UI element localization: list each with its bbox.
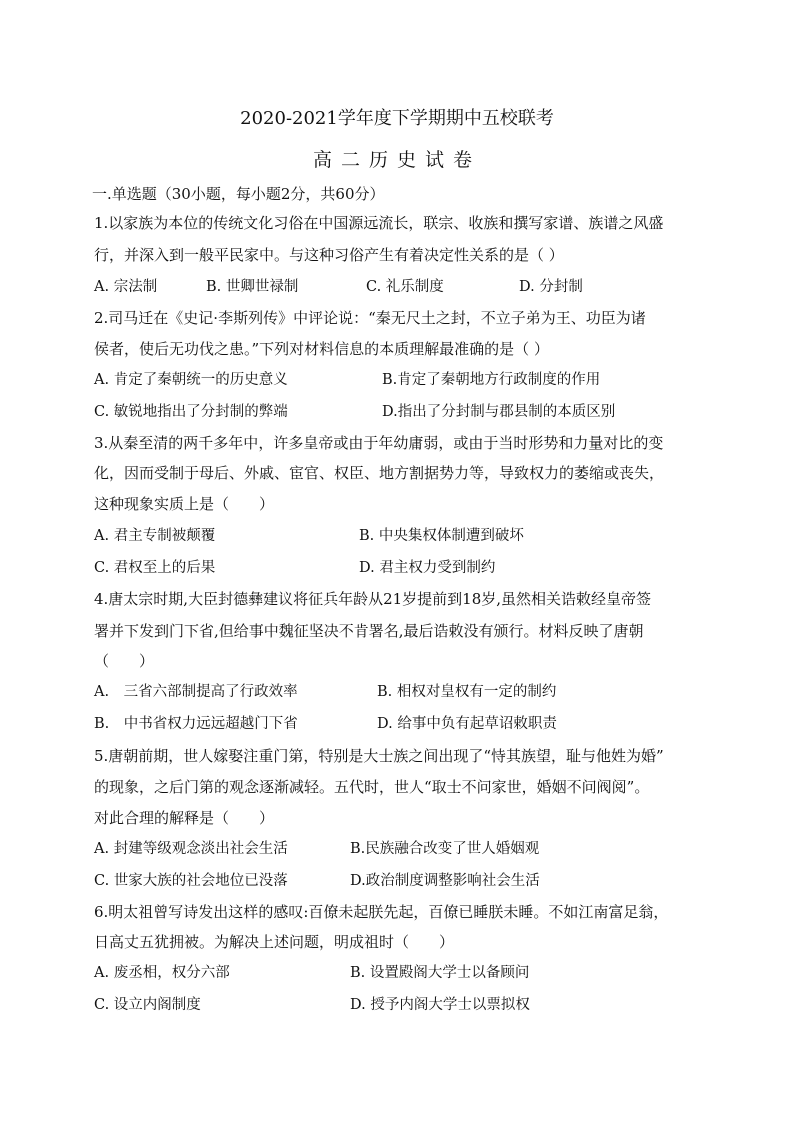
question-1-line-1: 1.以家族为本位的传统文化习俗在中国源远流长，联宗、收族和撰写家谱、族谱之风盛 [94,214,664,232]
question-2-option-a: A. 肯定了秦朝统一的历史意义 [94,372,288,388]
question-1-option-a: A. 宗法制 [94,279,158,295]
question-5-line-2: 的现象，之后门第的观念逐渐减轻。五代时，世人“取士不问家世，婚姻不问阀阅”。 [94,778,650,796]
question-6-line-2: 日高丈五犹拥被。为解决上述问题，明成祖时（ ） [94,933,455,951]
question-3-line-1: 3.从秦至清的两千多年中，许多皇帝或由于年幼庸弱，或由于当时形势和力量对比的变 [94,434,664,452]
question-6-line-1: 6.明太祖曾写诗发出这样的感叹:百僚未起朕先起，百僚已睡朕未睡。不如江南富足翁， [94,903,669,921]
section-heading: 一.单选题（30小题，每小题2分，共60分） [92,185,385,203]
question-4-line-1: 4.唐太宗时期,大臣封德彝建议将征兵年龄从21岁提前到18岁,虽然相关诰敕经皇帝签 [94,590,652,608]
question-5-option-a: A. 封建等级观念淡出社会生活 [94,841,288,857]
question-2-option-c: C. 敏锐地指出了分封制的弊端 [94,404,288,420]
question-6-option-b: B. 设置殿阁大学士以备顾问 [350,965,530,981]
question-4-line-3: （ ） [94,652,155,670]
question-5-option-d: D.政治制度调整影响社会生活 [350,873,540,889]
question-2-line-1: 2.司马迁在《史记·李斯列传》中评论说：“秦无尺土之封，不立子弟为王、功臣为诸 [94,309,646,327]
exam-title: 2020-2021学年度下学期期中五校联考 [240,108,554,129]
question-1-line-2: 行，并深入到一般平民家中。与这种习俗产生有着决定性关系的是（ ） [94,246,564,264]
question-6-option-a: A. 废丞相，权分六部 [94,965,230,981]
question-6-option-c: C. 设立内阁制度 [94,997,201,1013]
question-4-option-a: A. 三省六部制提高了行政效率 [94,684,298,700]
question-3-option-c: C. 君权至上的后果 [94,560,216,576]
question-2-option-d: D.指出了分封制与郡县制的本质区别 [382,404,616,420]
exam-subtitle: 高二历史试卷 [312,149,481,171]
question-5-option-c: C. 世家大族的社会地位已没落 [94,873,288,889]
question-4-option-b: B. 相权对皇权有一定的制约 [377,684,557,700]
question-3-line-3: 这种现象实质上是（ ） [94,495,275,513]
question-3-line-2: 化，因而受制于母后、外戚、宦官、权臣、地方割据势力等，导致权力的萎缩或丧失， [94,464,665,482]
question-1-option-d: D. 分封制 [519,279,583,295]
question-6-option-d: D. 授予内阁大学士以票拟权 [350,997,530,1013]
question-5-option-b: B.民族融合改变了世人婚姻观 [350,841,540,857]
question-1-option-c: C. 礼乐制度 [366,279,444,295]
question-3-option-a: A. 君主专制被颠覆 [94,528,216,544]
question-4-option-d: D. 给事中负有起草诏敕职责 [377,716,557,732]
question-3-option-d: D. 君主权力受到制约 [359,560,496,576]
question-2-line-2: 侯者，使后无功伐之患。”下列对材料信息的本质理解最准确的是（ ） [94,340,549,358]
question-5-line-1: 5.唐朝前期，世人嫁娶注重门第，特别是大士族之间出现了“恃其族望，耻与他姓为婚” [94,747,664,765]
question-5-line-3: 对此合理的解释是（ ） [94,809,275,827]
question-3-option-b: B. 中央集权体制遭到破坏 [359,528,524,544]
question-4-line-2: 署并下发到门下省,但给事中魏征坚决不肯署名,最后诰敕没有颁行。材料反映了唐朝 [94,622,644,640]
question-4-option-c: B. 中书省权力远远超越门下省 [94,716,298,732]
question-1-option-b: B. 世卿世禄制 [206,279,299,295]
question-2-option-b: B.肯定了秦朝地方行政制度的作用 [382,372,601,388]
